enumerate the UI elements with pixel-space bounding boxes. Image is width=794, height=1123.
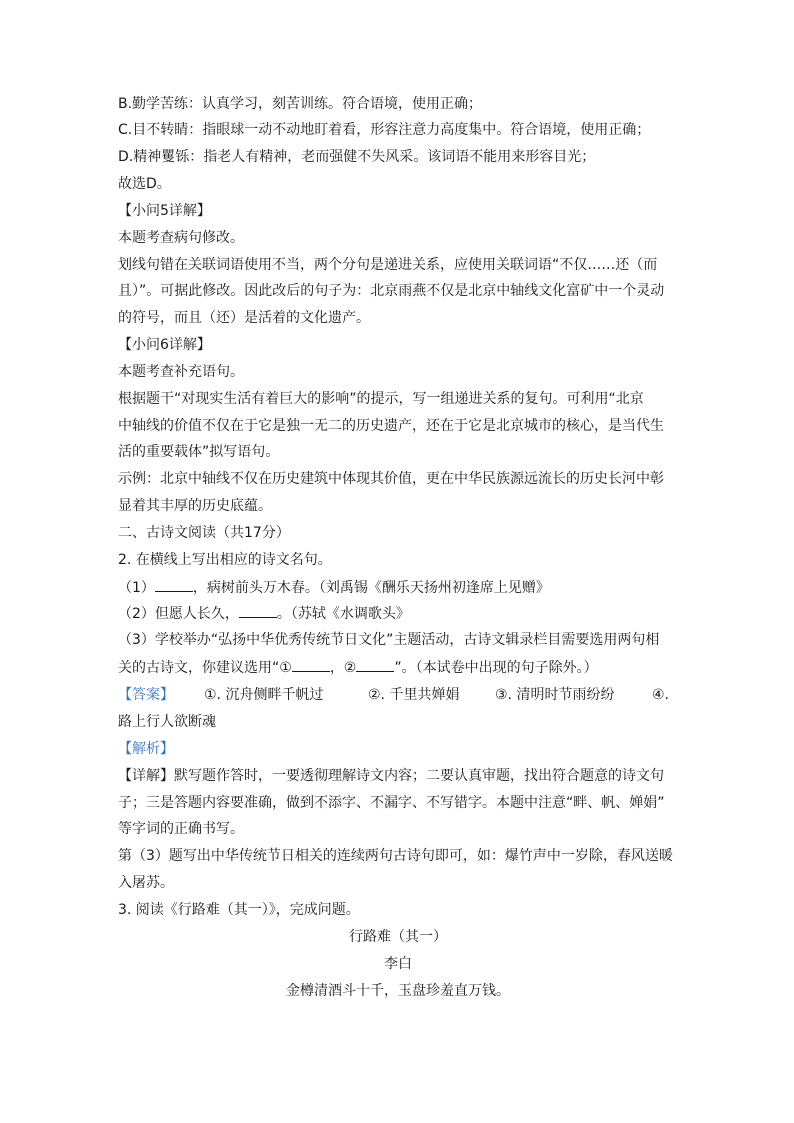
text-line: 子；三是答题内容要准确，做到不添字、不漏字、不写错字。本题中注意“畔、帆、婵娟” bbox=[118, 795, 665, 811]
text-line: 【详解】默写题作答时，一要透彻理解诗文内容；二要认真审题，找出符合题意的诗文句 bbox=[118, 768, 664, 784]
section-heading: 【小问5详解】 bbox=[118, 203, 211, 219]
text-line: 示例：北京中轴线不仅在历史建筑中体现其价值，更在中华民族源远流长的历史长河中彰 bbox=[118, 471, 664, 487]
answer-blank bbox=[356, 657, 394, 672]
answer-blank bbox=[292, 657, 330, 672]
answer-label: 【答案】 bbox=[118, 687, 174, 703]
text-line: 故选D。 bbox=[118, 176, 171, 192]
text-line: 本题考查补充语句。 bbox=[118, 364, 244, 380]
text-line: 中轴线的价值不仅在于它是独一无二的历史遗产，还在于它是北京城市的核心，是当代生 bbox=[118, 418, 664, 434]
answer-item: ④. bbox=[652, 687, 670, 703]
question-item: 关的古诗文，你建议选用“① ，② ”。（本试卷中出现的句子除外。） bbox=[118, 657, 598, 678]
answer-continued: 路上行人欲断魂 bbox=[118, 714, 216, 730]
text-line: B.勤学苦练：认真学习，刻苦训练。符合语境，使用正确； bbox=[118, 96, 483, 112]
text-line: 活的重要载体”拟写语句。 bbox=[118, 444, 280, 460]
answer-blank bbox=[239, 603, 277, 618]
text-line: 入屠苏。 bbox=[118, 875, 174, 891]
text-line: 根据题干“对现实生活有着巨大的影响”的提示，写一组递进关系的复句。可利用“北京 bbox=[118, 391, 644, 407]
text-line: 本题考查病句修改。 bbox=[118, 230, 244, 246]
poem-title: 行路难（其一） bbox=[349, 929, 447, 945]
question-item: （2）但愿人长久， 。（苏轼《水调歌头》 bbox=[118, 603, 410, 624]
text-line: 第（3）题写出中华传统节日相关的连续两句古诗句即可，如：爆竹声中一岁除，春风送暖 bbox=[118, 848, 673, 864]
question-stem: 3. 阅读《行路难（其一）》，完成问题。 bbox=[118, 902, 360, 918]
answer-row bbox=[118, 685, 670, 705]
poem-line: 金樽清酒斗十千，玉盘珍羞直万钱。 bbox=[286, 983, 510, 999]
text-line: 显着其丰厚的历史底蕴。 bbox=[118, 498, 272, 514]
analysis-label: 【解析】 bbox=[118, 741, 174, 757]
text-line: C.目不转睛：指眼球一动不动地盯着看，形容注意力高度集中。符合语境，使用正确； bbox=[118, 122, 651, 138]
text-line: 的符号，而且（还）是活着的文化遗产。 bbox=[118, 310, 370, 326]
answer-item: ②. 千里共婵娟 bbox=[368, 687, 460, 703]
section-heading: 【小问6详解】 bbox=[118, 337, 211, 353]
question-item: （1） ，病树前头万木春。（刘禹锡《酬乐天扬州初逢席上见赠》 bbox=[118, 577, 550, 598]
poem-author: 李白 bbox=[384, 956, 412, 972]
question-stem: 2. 在横线上写出相应的诗文名句。 bbox=[118, 552, 332, 568]
answer-item: ①. 沉舟侧畔千帆过 bbox=[204, 687, 324, 703]
text-line: 等字词的正确书写。 bbox=[118, 821, 244, 837]
text-line: 划线句错在关联词语使用不当，两个分句是递进关系，应使用关联词语“不仅……还（而 bbox=[118, 257, 658, 273]
text-line: D.精神矍铄：指老人有精神，老而强健不失风采。该词语不能用来形容目光； bbox=[118, 149, 596, 165]
answer-item: ③. 清明时节雨纷纷 bbox=[495, 687, 615, 703]
answer-blank bbox=[155, 577, 193, 592]
question-item: （3）学校举办“弘扬中华优秀传统节日文化”主题活动，古诗文辑录栏目需要选用两句相 bbox=[118, 632, 660, 648]
section-title: 二、古诗文阅读（共17分） bbox=[118, 525, 290, 541]
text-line: 且）”。可据此修改。因此改后的句子为：北京雨燕不仅是北京中轴线文化富矿中一个灵动 bbox=[118, 283, 665, 299]
